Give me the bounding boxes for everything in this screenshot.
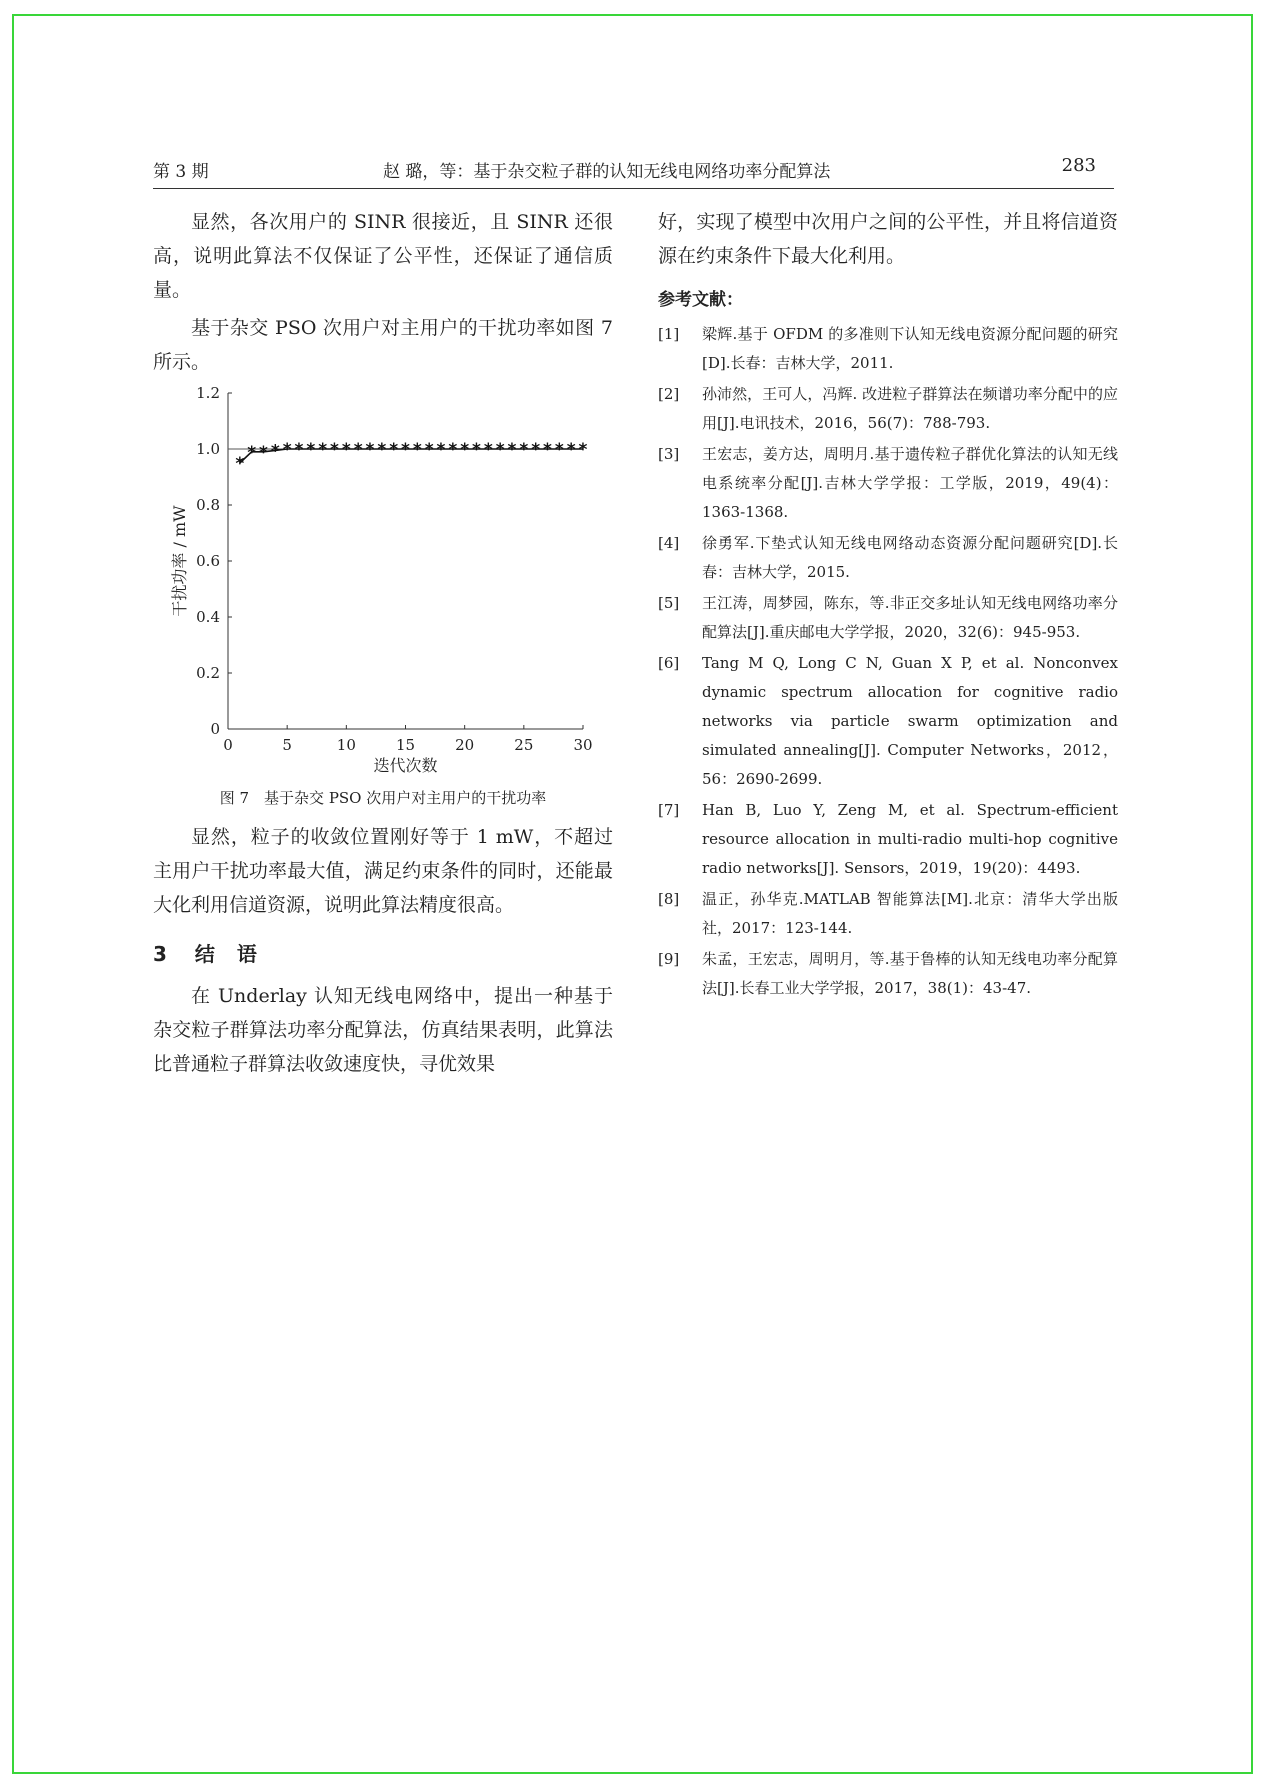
reference-item: [658, 320, 1118, 378]
data-point: *: [566, 440, 576, 460]
running-title: 赵 璐，等：基于杂交粒子群的认知无线电网络功率分配算法: [383, 162, 831, 182]
data-point: *: [259, 442, 268, 463]
right-column: [658, 205, 1118, 1005]
page-number: 283: [1061, 155, 1096, 176]
data-point: *: [519, 440, 529, 460]
data-point: *: [507, 440, 517, 460]
y-tick-label: 0: [210, 720, 220, 738]
y-tick-label: 1.2: [196, 384, 220, 402]
data-point: *: [460, 440, 470, 460]
section-number: 3: [153, 942, 167, 966]
data-point: *: [531, 440, 541, 460]
reference-number: [5]: [658, 594, 680, 612]
x-tick-label: 15: [395, 736, 416, 754]
x-tick-label: 20: [455, 736, 475, 754]
reference-item: [658, 796, 1118, 883]
figure-caption: 图 7 基于杂交 PSO 次用户对主用户的干扰功率: [219, 789, 547, 807]
reference-item: [658, 529, 1118, 587]
y-tick-label: 0.6: [196, 552, 220, 570]
issue-label: 第 3 期: [153, 162, 209, 182]
paragraph: 基于杂交 PSO 次用户对主用户的干扰功率如图 7 所示。: [153, 317, 613, 373]
y-tick-label: 0.2: [196, 664, 220, 682]
reference-text: 温正，孙华克.MATLAB 智能算法[M].北京：清华大学出版社，2017：123-144.: [702, 890, 1118, 937]
data-point: *: [235, 454, 245, 474]
reference-number: [8]: [658, 890, 680, 908]
reference-text: Han B, Luo Y, Zeng M, et al. Spectrum-efficient resource allocation in multi-radio multi-hop cognitive radio networks[J]. Sensors，2019，19(20)：4493.: [702, 801, 1118, 877]
y-axis-label: 干扰功率 / mW: [170, 505, 189, 617]
reference-text: 梁辉.基于 OFDM 的多准则下认知无线电资源分配问题的研究[D].长春：吉林大学，2011.: [702, 325, 1118, 372]
running-header: [153, 153, 1114, 189]
reference-text: 孙沛然，王可人，冯辉. 改进粒子群算法在频谱功率分配中的应用[J].电讯技术，2016，56(7)：788-793.: [702, 385, 1118, 432]
reference-item: [658, 945, 1118, 1003]
reference-item: [658, 589, 1118, 647]
data-point: *: [495, 440, 505, 460]
reference-number: [4]: [658, 534, 680, 552]
data-point: *: [377, 440, 387, 460]
data-point: *: [554, 440, 564, 460]
paragraph: 好，实现了模型中次用户之间的公平性，并且将信道资源在约束条件下最大化利用。: [658, 211, 1118, 267]
paragraph: 显然，各次用户的 SINR 很接近，且 SINR 还很高，说明此算法不仅保证了公平性，还保证了通信质量。: [153, 211, 613, 301]
reference-text: 王江涛，周梦园，陈东，等.非正交多址认知无线电网络功率分配算法[J].重庆邮电大学学报，2020，32(6)：945-953.: [702, 594, 1118, 641]
paragraph: 在 Underlay 认知无线电网络中，提出一种基于杂交粒子群算法功率分配算法，仿真结果表明，此算法比普通粒子群算法收敛速度快，寻优效果: [153, 985, 613, 1075]
data-point: *: [270, 441, 280, 462]
y-tick-label: 1.0: [196, 440, 220, 458]
section-heading: [153, 938, 613, 967]
chart-svg: [153, 383, 613, 783]
left-column: [153, 205, 613, 1085]
data-point: *: [424, 440, 434, 460]
data-point: *: [436, 440, 446, 460]
reference-text: 王宏志，姜方达，周明月.基于遗传粒子群优化算法的认知无线电系统率分配[J].吉林大学学报：工学版，2019，49(4)：1363-1368.: [702, 445, 1118, 521]
reference-text: 朱孟，王宏志，周明月，等.基于鲁棒的认知无线电功率分配算法[J].长春工业大学学报，2017，38(1)：43-47.: [702, 950, 1118, 997]
data-point: *: [472, 440, 481, 460]
paragraph: 显然，粒子的收敛位置刚好等于 1 mW，不超过主用户干扰功率最大值，满足约束条件的同时，还能最大化利用信道资源，说明此算法精度很高。: [153, 826, 613, 916]
y-tick-label: 0.4: [196, 608, 220, 626]
reference-item: [658, 885, 1118, 943]
data-point: *: [294, 440, 304, 460]
reference-text: 徐勇军.下垫式认知无线电网络动态资源分配问题研究[D].长春：吉林大学，2015.: [702, 534, 1118, 581]
data-point: *: [543, 440, 552, 460]
data-point: *: [365, 440, 375, 460]
data-point: *: [353, 440, 363, 460]
data-point: *: [306, 440, 316, 460]
x-tick-label: 30: [573, 736, 593, 754]
data-point: *: [318, 440, 328, 460]
reference-number: [7]: [658, 801, 680, 819]
data-point: *: [389, 440, 399, 460]
reference-list: [658, 320, 1118, 1003]
data-point: *: [330, 440, 339, 460]
reference-number: [1]: [658, 325, 680, 343]
reference-item: [658, 440, 1118, 527]
reference-item: [658, 649, 1118, 794]
x-axis-label: 迭代次数: [373, 756, 438, 775]
data-point: *: [578, 440, 588, 460]
header-rule: [153, 188, 1114, 189]
x-tick-label: 25: [514, 736, 534, 754]
reference-number: [6]: [658, 654, 680, 672]
reference-number: [9]: [658, 950, 680, 968]
figure-7-chart: [153, 383, 613, 783]
y-tick-label: 0.8: [196, 496, 220, 514]
reference-number: [3]: [658, 445, 680, 463]
x-tick-label: 0: [223, 736, 233, 754]
data-point: *: [483, 440, 493, 460]
reference-item: [658, 380, 1118, 438]
data-point: *: [448, 440, 458, 460]
references-title: 参考文献：: [658, 290, 743, 310]
data-point: *: [341, 440, 351, 460]
x-tick-label: 10: [336, 736, 356, 754]
data-point: *: [401, 440, 410, 460]
data-point: *: [412, 440, 422, 460]
data-point: *: [282, 440, 292, 460]
reference-text: Tang M Q, Long C N, Guan X P, et al. Nonconvex dynamic spectrum allocation for cognitive radio networks via particle swarm optimization and simulated annealing[J]. Computer Networks，2012，56：2690-2699.: [702, 654, 1118, 788]
x-tick-label: 5: [282, 736, 292, 754]
section-title: 结语: [194, 942, 279, 966]
reference-number: [2]: [658, 385, 680, 403]
data-point: *: [247, 442, 257, 463]
